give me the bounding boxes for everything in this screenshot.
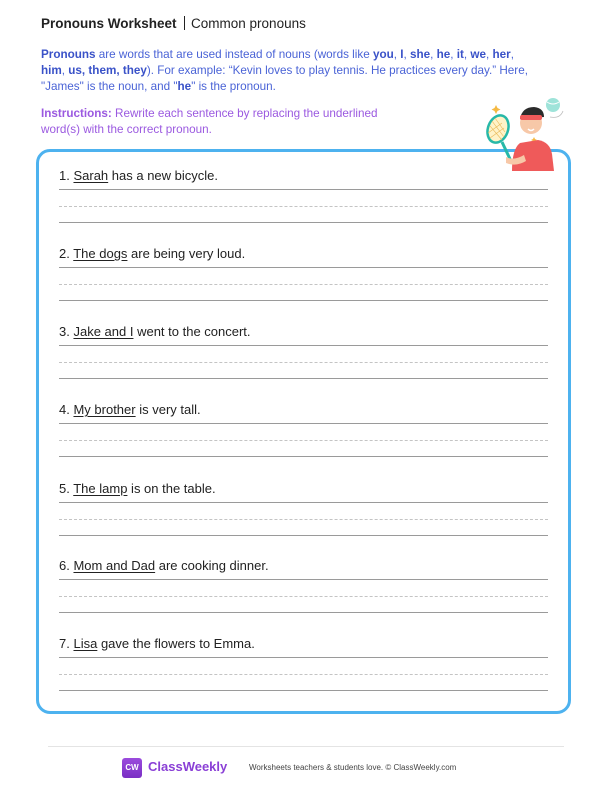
answer-line-bottom[interactable]	[59, 222, 548, 223]
intro-text: are words that are used instead of nouns (words like	[95, 48, 373, 61]
example-pronoun: I	[400, 48, 404, 61]
question-rest: is on the table.	[127, 481, 216, 496]
answer-line-bottom[interactable]	[59, 535, 548, 536]
comma: ,	[486, 48, 493, 61]
answer-line-mid	[59, 206, 548, 207]
comma: ,	[450, 48, 457, 61]
example-pronoun: she	[409, 48, 431, 61]
answer-line-mid	[59, 362, 548, 363]
title-separator	[184, 16, 186, 30]
comma: ,	[430, 48, 437, 61]
answer-line-bottom[interactable]	[59, 612, 548, 613]
question-rest: are being very loud.	[127, 246, 246, 261]
example-pronoun: you	[372, 48, 394, 61]
answer-line-top[interactable]	[59, 502, 548, 503]
classweekly-logo-icon: CW	[122, 758, 142, 778]
question-rest: gave the flowers to Emma.	[97, 636, 255, 651]
example-pronoun: we	[470, 48, 486, 61]
answer-line-mid	[59, 596, 548, 597]
question-rest: has a new bicycle.	[108, 168, 219, 183]
intro-paragraph	[41, 47, 541, 95]
question-number: 1.	[59, 168, 70, 183]
answer-line-bottom[interactable]	[59, 300, 548, 301]
brand-name: ClassWeekly	[148, 759, 228, 774]
question-number: 7.	[59, 636, 70, 651]
footer-divider	[48, 746, 564, 747]
instructions	[41, 106, 381, 138]
tennis-player-icon	[484, 93, 576, 173]
question-7	[59, 636, 549, 716]
footer-tagline: Worksheets teachers & students love. © ClassWeekly.com	[249, 763, 457, 772]
comma: ,	[61, 64, 69, 77]
page-title: Pronouns Worksheet	[41, 16, 177, 31]
underlined-noun: Sarah	[73, 168, 109, 183]
question-2	[59, 246, 549, 326]
question-1	[59, 168, 549, 248]
intro-term: Pronouns	[41, 48, 96, 61]
answer-line-top[interactable]	[59, 189, 548, 190]
footer	[0, 757, 612, 781]
question-text	[59, 168, 218, 184]
example-pronoun: us, them, they	[68, 64, 147, 77]
intro-text: " is the pronoun.	[191, 80, 276, 93]
example-pronoun: him	[41, 64, 62, 77]
intro-text: ). For example: “Kevin loves to play tennis. He practices every day.” Here, "James" is the noun, and "	[41, 64, 528, 93]
comma: ,	[403, 48, 410, 61]
question-4	[59, 402, 549, 482]
instructions-text: Rewrite each sentence by replacing the underlined word(s) with the correct pronoun.	[41, 107, 378, 136]
answer-line-mid	[59, 440, 548, 441]
question-number: 6.	[59, 558, 70, 573]
question-number: 3.	[59, 324, 70, 339]
question-rest: is very tall.	[135, 402, 201, 417]
answer-line-top[interactable]	[59, 267, 548, 268]
comma: ,	[463, 48, 471, 61]
answer-line-mid	[59, 674, 548, 675]
example-pronoun: he	[177, 80, 192, 93]
answer-line-top[interactable]	[59, 579, 548, 580]
worksheet-title	[41, 16, 306, 31]
answer-line-bottom[interactable]	[59, 456, 548, 457]
question-text	[59, 246, 245, 262]
example-pronoun: it	[456, 48, 464, 61]
underlined-noun: Lisa	[73, 636, 98, 651]
question-6	[59, 558, 549, 638]
underlined-noun: The lamp	[73, 481, 128, 496]
question-text	[59, 558, 269, 574]
question-5	[59, 481, 549, 561]
answer-line-top[interactable]	[59, 657, 548, 658]
question-text	[59, 402, 201, 418]
answer-line-mid	[59, 519, 548, 520]
question-number: 4.	[59, 402, 70, 417]
underlined-noun: The dogs	[73, 246, 128, 261]
comma: ,	[393, 48, 401, 61]
underlined-noun: My brother	[73, 402, 136, 417]
answer-line-bottom[interactable]	[59, 378, 548, 379]
underlined-noun: Jake and I	[73, 324, 134, 339]
question-text	[59, 481, 216, 497]
question-text	[59, 324, 251, 340]
answer-line-top[interactable]	[59, 345, 548, 346]
question-text	[59, 636, 255, 652]
answer-line-mid	[59, 284, 548, 285]
instructions-label: Instructions:	[41, 107, 112, 120]
question-3	[59, 324, 549, 404]
example-pronoun: he	[436, 48, 451, 61]
answer-line-top[interactable]	[59, 423, 548, 424]
answer-line-bottom[interactable]	[59, 690, 548, 691]
example-pronoun: her	[492, 48, 511, 61]
page-subtitle: Common pronouns	[191, 16, 306, 31]
question-number: 5.	[59, 481, 70, 496]
underlined-noun: Mom and Dad	[73, 558, 156, 573]
question-rest: are cooking dinner.	[155, 558, 269, 573]
question-number: 2.	[59, 246, 70, 261]
question-rest: went to the concert.	[133, 324, 251, 339]
comma: ,	[510, 48, 514, 61]
